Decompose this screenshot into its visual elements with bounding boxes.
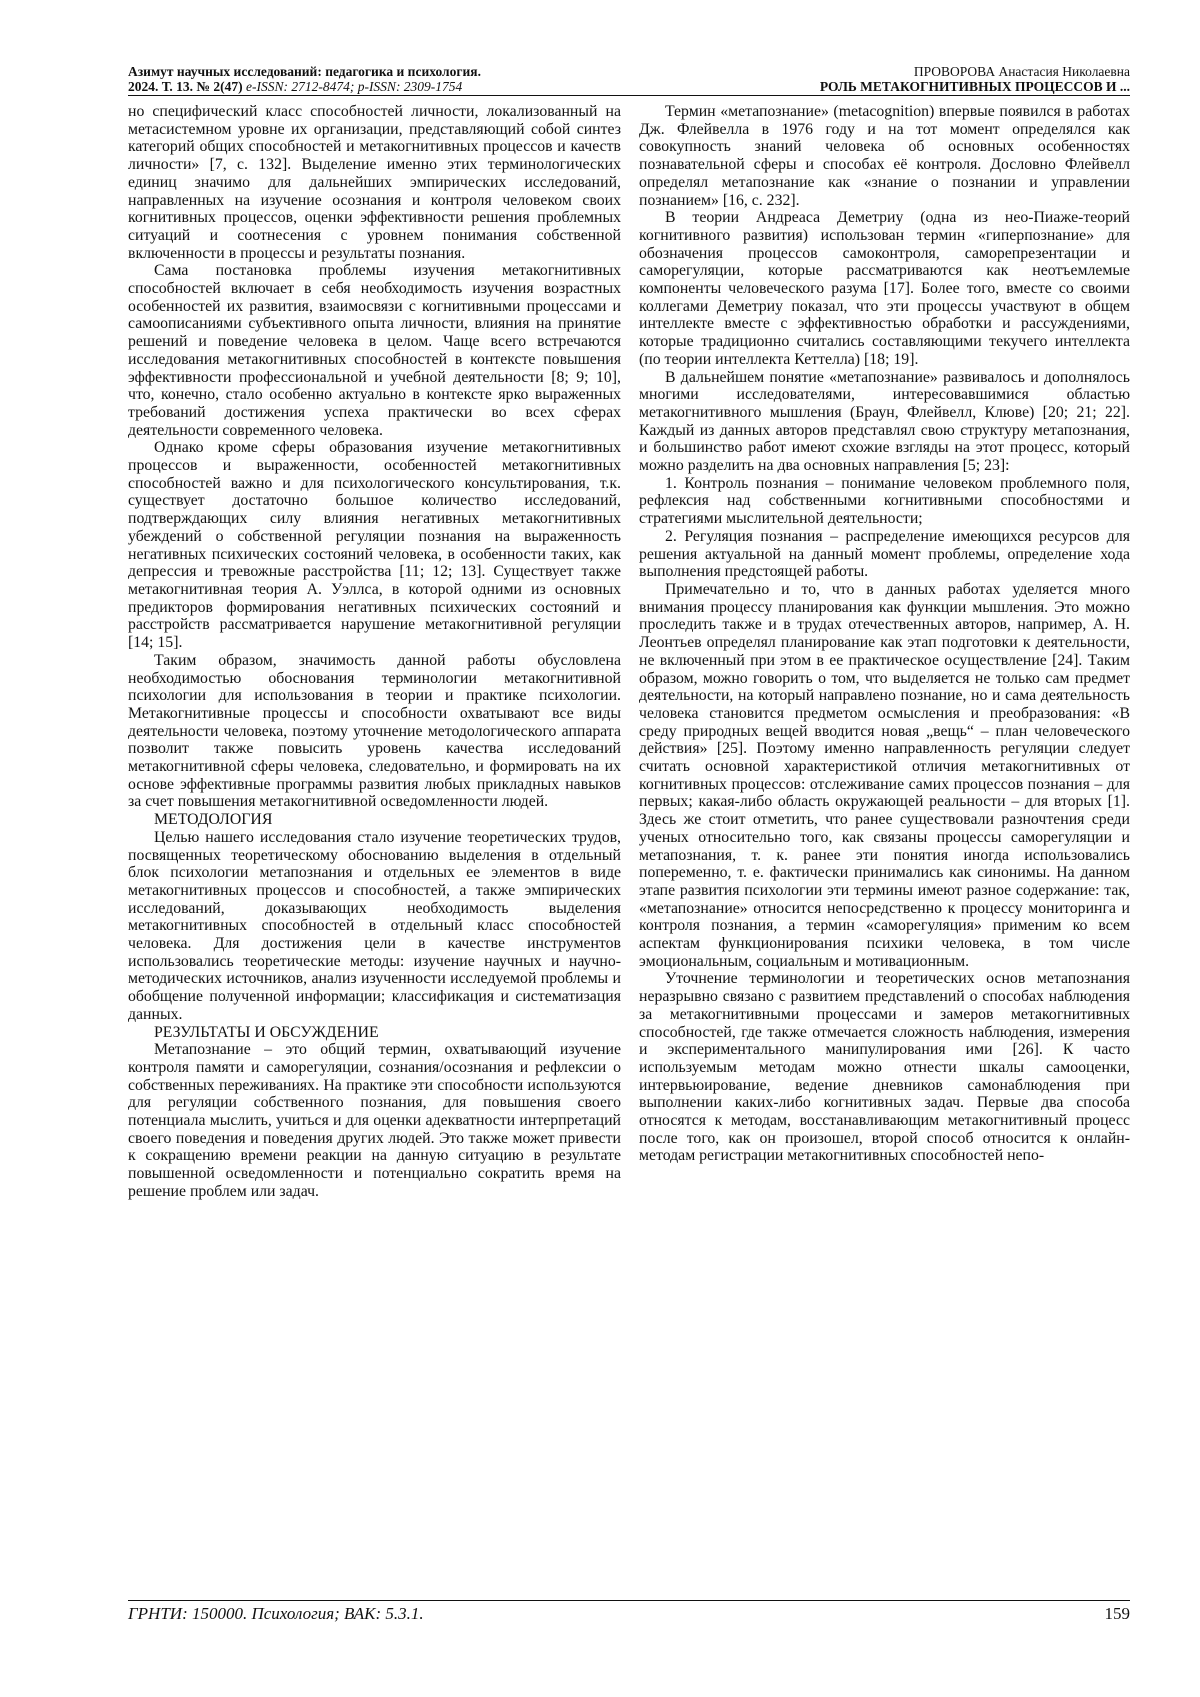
right-column: [639, 103, 1130, 1589]
footer-divider: [128, 1600, 1130, 1601]
paragraph: Метапознание – это общий термин, охватывающий изучение контроля памяти и саморегуляции, сознания/осознания и рефлексии о собственных переживаниях. На практике эти способности используются для регуляции собственного познания, для повышения своего потенциала мыслить, учиться и для оценки адекватности интерпретаций своего поведения и поведения других людей. Это также может привести к сокращению времени реакции на данную ситуацию в результате повышенной осведомленности и потенциально сократить время на решение проблем или задач.: [128, 1041, 621, 1200]
author-name: ПРОВОРОВА Анастасия Николаевна: [913, 64, 1130, 79]
journal-header: [128, 64, 598, 94]
section-heading-results: РЕЗУЛЬТАТЫ И ОБСУЖДЕНИЕ: [154, 1023, 379, 1041]
paragraph: Сама постановка проблемы изучения метакогнитивных способностей включает в себя необходимость изучения возрастных особенностей их развития, взаимосвязи с когнитивными процессами и самоописаниями субъективного опыта личности, влияния на принятие решений и поведение человека в целом. Чаще всего встречаются исследования метакогнитивных способностей в контексте повышения эффективности профессиональной и учебной деятельности [8; 9; 10], что, конечно, стало особенно актуально в контексте ярко выраженных требований достижения успеха практически во всех сферах деятельности современного человека.: [128, 262, 621, 439]
journal-issn: e-ISSN: 2712-8474; p-ISSN: 2309-1754: [242, 79, 463, 94]
article-header: [650, 64, 1130, 94]
footer-classification: ГРНТИ: 150000. Психология; ВАК: 5.3.1.: [128, 1604, 424, 1623]
journal-issue: [128, 79, 598, 94]
paragraph: Термин «метапознание» (metacognition) впервые появился в работах Дж. Флейвелла в 1976 году и на тот момент определялся как совокупность знаний человека об основных особенностях познавательной сферы и способах её контроля. Дословно Флейвелл определял метапознание как «знание о познании и управлении познанием» [16, с. 232].: [639, 103, 1130, 209]
paragraph: Примечательно и то, что в данных работах уделяется много внимания процессу планирования как функции мышления. Это можно проследить также и в трудах отечественных авторов, например, А. Н. Леонтьев определял планирование как этап подготовки к деятельности, не включенный при этом в ее практическое осуществление [24]. Таким образом, можно говорить о том, что выделяется не только сам предмет деятельности, на который направлено познание, но и сама деятельность человека становится предметом осмысления и преобразования: «В среду природных вещей вводится новая „вещь“ – план человеческого действия» [25]. Поэтому именно направленность регуляции следует считать основной характеристикой отличия метакогнитивных от когнитивных процессов: отслеживание самих процессов познания – для первых; какая-либо область окружающей реальности – для вторых [1]. Здесь же стоит отметить, что ранее существовали разночтения среди ученых относительно того, как связаны процессы саморегуляции и метапознания, т. к. ранее эти понятия иногда использовались попеременно, т. е. фактически принимались как синонимы. На данном этапе развития психологии эти термины имеют разное содержание: так, «метапознание» относится непосредственно к процессу мониторинга и контроля познания, а термин «саморегуляция» применим ко всем аспектам функционирования психики человека, в том числе эмоциональным, социальным и мотивационным.: [639, 580, 1130, 970]
journal-name: Азимут научных исследований: педагогика и психология.: [128, 64, 481, 79]
paragraph: Таким образом, значимость данной работы обусловлена необходимостью обоснования терминологии метакогнитивной психологии для использования в теории и практике психологии. Метакогнитивные процессы и способности охватывают все виды деятельности человека, поэтому уточнение методологического аппарата позволит также повысить уровень качества исследований метакогнитивной сферы человека, следовательно, и формировать на их основе эффективные программы развития любых прикладных навыков за счет повышения метакогнитивной осведомленности людей.: [128, 651, 621, 811]
paragraph: но специфический класс способностей личности, локализованный на метасистемном уровне их организации, представляющий собой синтез категорий общих способностей и метакогнитивных процессов и качеств личности» [7, с. 132]. Выделение именно этих терминологических единиц значимо для дальнейших эмпирических исследований, направленных на изучение осознания и контроля человеком своих когнитивных процессов, оценки эффективности решения проблемных ситуаций и соотнесения с уровнем понимания собственной включенности в процессы и результаты познания.: [128, 103, 621, 262]
left-column: [128, 103, 621, 1589]
list-item: 2. Регуляция познания – распределение имеющихся ресурсов для решения актуальной на данный момент проблемы, определение хода выполнения предстоящей работы.: [639, 527, 1130, 581]
paragraph: Однако кроме сферы образования изучение метакогнитивных процессов и выраженности, особенностей метакогнитивных способностей важно и для психологического консультирования, т.к. существует достаточно большое количество исследований, подтверждающих силу влияния негативных метакогнитивных убеждений о собственной регуляции познания на выраженность негативных психических состояний человека, в особенности таких, как депрессия и тревожные расстройства [11; 12; 13]. Существует также метакогнитивная теория А. Уэллса, в которой одними из основных предикторов формирования негативных психических состояний и расстройств рассматривается нарушение метакогнитивной регуляции [14; 15].: [128, 439, 621, 652]
journal-volume: 2024. Т. 13. № 2(47): [128, 79, 243, 94]
paragraph: Целью нашего исследования стало изучение теоретических трудов, посвященных теоретическому обоснованию выделения в отдельный блок психологии метапознания и отдельных ее элементов в виде метакогнитивных процессов и способностей, а также эмпирических исследований, доказывающих необходимость выделения метакогнитивных способностей в отдельный класс способностей человека. Для достижения цели в качестве инструментов использовались теоретические методы: изучение научных и научно-методических источников, анализ изученности исследуемой проблемы и обобщение полученной информации; классификация и систематизация данных.: [128, 828, 621, 1023]
header-divider: [128, 95, 1130, 96]
list-item: 1. Контроль познания – понимание человеком проблемного поля, рефлексия над собственными когнитивными способностями и стратегиями мыслительной деятельности;: [639, 474, 1130, 528]
paragraph: В теории Андреаса Деметриу (одна из нео-Пиаже-теорий когнитивного развития) использован термин «гиперпознание» для обозначения процессов самоконтроля, саморепрезентации и саморегуляции, которые рассматриваются как неотъемлемые компоненты человеческого разума [17]. Более того, вместе со своими коллегами Деметриу показал, что эти процессы участвуют в общем интеллекте вместе с эффективностью обработки и рассуждениями, которые традиционно считались составляющими текучего интеллекта (по теории интеллекта Кеттелла) [18; 19].: [639, 209, 1130, 368]
article-title: РОЛЬ МЕТАКОГНИТИВНЫХ ПРОЦЕССОВ И ...: [819, 79, 1130, 94]
paragraph: Уточнение терминологии и теоретических основ метапознания неразрывно связано с развитием представлений о способах наблюдения за метакогнитивными процессами и замеров метакогнитивных способностей, где также отмечается сложность наблюдения, измерения и экспериментального манипулирования ими [26]. К часто используемым методам можно отнести шкалы самооценки, интервьюирование, ведение дневников самонаблюдения при выполнении каких-либо когнитивных задач. Первые два способа относятся к методам, восстанавливающим метакогнитивный процесс после того, как он произошел, второй способ относится к онлайн-методам регистрации метакогнитивных способностей непо-: [639, 970, 1130, 1165]
paragraph: В дальнейшем понятие «метапознание» развивалось и дополнялось многими исследователями, интересовавшимися областью метакогнитивного мышления (Браун, Флейвелл, Клюве) [20; 21; 22]. Каждый из данных авторов представлял свою структуру метапознания, и большинство работ имеют схожие взгляды на этот процесс, который можно разделить на два основных направления [5; 23]:: [639, 368, 1130, 475]
page-number: 159: [1104, 1604, 1130, 1623]
section-heading-methodology: МЕТОДОЛОГИЯ: [154, 811, 273, 829]
